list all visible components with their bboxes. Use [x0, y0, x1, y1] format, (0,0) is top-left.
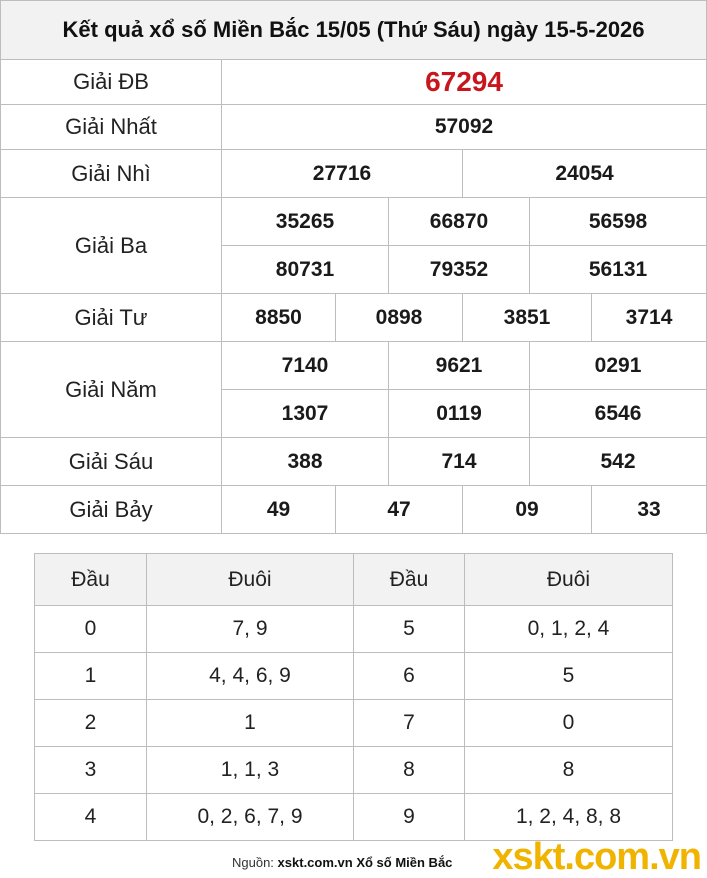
- prize-number: 57092: [222, 105, 707, 150]
- brand-logo: xskt.com.vn: [492, 836, 701, 878]
- prize-number: 3714: [592, 294, 707, 342]
- loto-head-digit: 9: [354, 794, 465, 841]
- prize-label-nam: Giải Năm: [1, 342, 222, 438]
- prize-number: 80731: [222, 246, 389, 294]
- prize-number: 6546: [530, 390, 707, 438]
- loto-row: [35, 700, 673, 747]
- loto-head-digit: 2: [35, 700, 147, 747]
- prize-number: 0898: [336, 294, 463, 342]
- loto-head-digit: 6: [354, 653, 465, 700]
- prize-number: 542: [530, 438, 707, 486]
- loto-header-duoi: Đuôi: [465, 554, 673, 606]
- prize-number: 56598: [530, 198, 707, 246]
- prize-number: 47: [336, 486, 463, 534]
- source-name: Xổ số Miền Bắc: [356, 855, 453, 870]
- loto-tail-digits: 1: [147, 700, 354, 747]
- source-prefix: Nguồn:: [232, 855, 274, 870]
- loto-head-digit: 1: [35, 653, 147, 700]
- prize-number: 35265: [222, 198, 389, 246]
- prize-number: 24054: [463, 150, 707, 198]
- prize-label-tu: Giải Tư: [1, 294, 222, 342]
- loto-tail-digits: 5: [465, 653, 673, 700]
- loto-tail-digits: 1, 1, 3: [147, 747, 354, 794]
- loto-head-digit: 7: [354, 700, 465, 747]
- prize-label-nhat: Giải Nhất: [1, 105, 222, 150]
- prize-number: 56131: [530, 246, 707, 294]
- prize-number: 7140: [222, 342, 389, 390]
- prize-number: 1307: [222, 390, 389, 438]
- prize-number: 3851: [463, 294, 592, 342]
- loto-tail-digits: 0: [465, 700, 673, 747]
- loto-tail-digits: 7, 9: [147, 606, 354, 653]
- prize-number: 79352: [389, 246, 530, 294]
- loto-tail-digits: 0, 1, 2, 4: [465, 606, 673, 653]
- loto-header-dau: Đầu: [354, 554, 465, 606]
- prize-label-bay: Giải Bảy: [1, 486, 222, 534]
- source-credit: [232, 855, 452, 870]
- source-site-link[interactable]: xskt.com.vn: [277, 855, 353, 870]
- prize-label-nhi: Giải Nhì: [1, 150, 222, 198]
- prize-number: 388: [222, 438, 389, 486]
- loto-row: [35, 606, 673, 653]
- prize-number: 8850: [222, 294, 336, 342]
- loto-head-digit: 5: [354, 606, 465, 653]
- prize-number: 0291: [530, 342, 707, 390]
- loto-head-digit: 0: [35, 606, 147, 653]
- prize-label-sau: Giải Sáu: [1, 438, 222, 486]
- prize-label-ba: Giải Ba: [1, 198, 222, 294]
- loto-row: [35, 794, 673, 841]
- loto-tail-digits: 0, 2, 6, 7, 9: [147, 794, 354, 841]
- prize-number: 09: [463, 486, 592, 534]
- loto-header-duoi: Đuôi: [147, 554, 354, 606]
- prize-number: 0119: [389, 390, 530, 438]
- loto-head-digit: 8: [354, 747, 465, 794]
- prize-number: 27716: [222, 150, 463, 198]
- loto-tail-digits: 8: [465, 747, 673, 794]
- page-title: Kết quả xổ số Miền Bắc 15/05 (Thứ Sáu) ngày 15-5-2026: [1, 1, 707, 60]
- loto-tail-digits: 4, 4, 6, 9: [147, 653, 354, 700]
- loto-head-digit: 3: [35, 747, 147, 794]
- loto-row: [35, 747, 673, 794]
- loto-head-digit: 4: [35, 794, 147, 841]
- loto-row: [35, 653, 673, 700]
- loto-table: [34, 553, 673, 841]
- prize-number: 714: [389, 438, 530, 486]
- loto-header-dau: Đầu: [35, 554, 147, 606]
- prize-number: 49: [222, 486, 336, 534]
- prize-number: 66870: [389, 198, 530, 246]
- prize-number: 9621: [389, 342, 530, 390]
- prize-label-db: Giải ĐB: [1, 60, 222, 105]
- special-prize-number: 67294: [222, 60, 707, 105]
- loto-tail-digits: 1, 2, 4, 8, 8: [465, 794, 673, 841]
- prize-number: 33: [592, 486, 707, 534]
